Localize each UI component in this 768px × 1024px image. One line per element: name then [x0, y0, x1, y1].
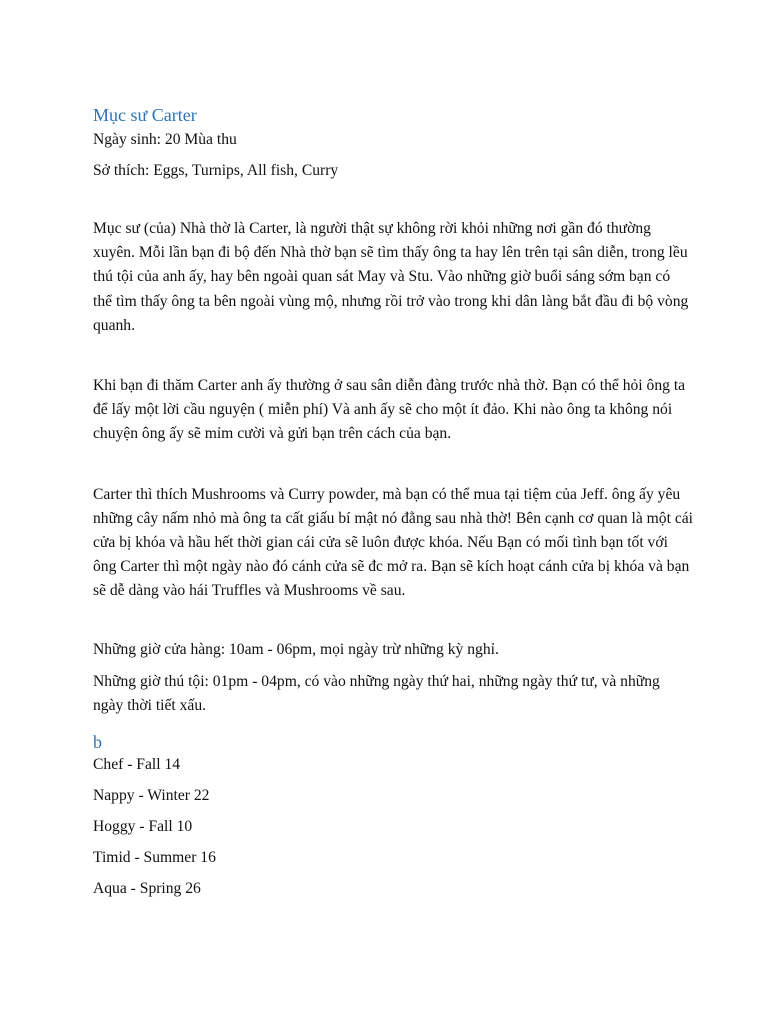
- section-heading-b: b: [93, 732, 102, 753]
- list-item: Aqua - Spring 26: [93, 880, 201, 898]
- list-item: Nappy - Winter 22: [93, 787, 210, 805]
- list-item: Chef - Fall 14: [93, 756, 181, 774]
- document-page: [93, 104, 693, 910]
- birthday-line: Ngày sinh: 20 Mùa thu: [93, 131, 237, 148]
- list-item: Timid - Summer 16: [93, 849, 216, 867]
- paragraph: Carter thì thích Mushrooms và Curry powder, mà bạn có thể mua tại tiệm của Jeff. ông ấy yêu những cây nấm nhỏ mà ông ta cất giấu bí mật nó đằng sau nhà thờ! Bên cạnh cơ quan là một cái cửa bị khóa và hầu hết thời gian cái cửa sẽ luôn được khóa. Nếu Bạn có mối tình bạn tốt với ông Carter thì một ngày nào đó cánh cửa sẽ đc mở ra. Bạn sẽ kích hoạt cánh cửa bị khóa và bạn sẽ dễ dàng vào hái Truffles và Mushrooms về sau.: [93, 485, 694, 600]
- paragraph: Mục sư (của) Nhà thờ là Carter, là người thật sự không rời khỏi những nơi gần đó thường xuyên. Mỗi lần bạn đi bộ đến Nhà thờ bạn sẽ tìm thấy ông ta hay lên trên tại sân diễn, trong lều thú tội của anh ấy, hay bên ngoài quan sát May và Stu. Vào những giờ buổi sáng sớm bạn có thể tìm thấy ông ta bên ngoài vùng mộ, nhưng rồi trở vào trong khi dân làng bắt đầu đi bộ vòng quanh.: [93, 220, 689, 334]
- birthday-list: [93, 755, 693, 910]
- paragraph: Khi bạn đi thăm Carter anh ấy thường ở sau sân diễn đàng trước nhà thờ. Bạn có thể hỏi ông ta để lấy một lời cầu nguyện ( miễn phí) Và anh ấy sẽ cho một ít đảo. Khi nào ông ta không nói chuyện ông ấy sẽ mỉm cười và gửi bạn trên cách của bạn.: [93, 377, 686, 443]
- likes-line: Sở thích: Eggs, Turnips, All fish, Curry: [93, 162, 339, 179]
- list-item: Hoggy - Fall 10: [93, 818, 193, 836]
- store-hours-line: Những giờ cửa hàng: 10am - 06pm, mọi ngày trừ những kỳ nghỉ.: [93, 640, 499, 658]
- page-title: Mục sư Carter: [93, 105, 197, 125]
- confession-hours-line: Những giờ thú tội: 01pm - 04pm, có vào những ngày thứ hai, những ngày thứ tư, và những ngày thời tiết xấu.: [93, 672, 660, 714]
